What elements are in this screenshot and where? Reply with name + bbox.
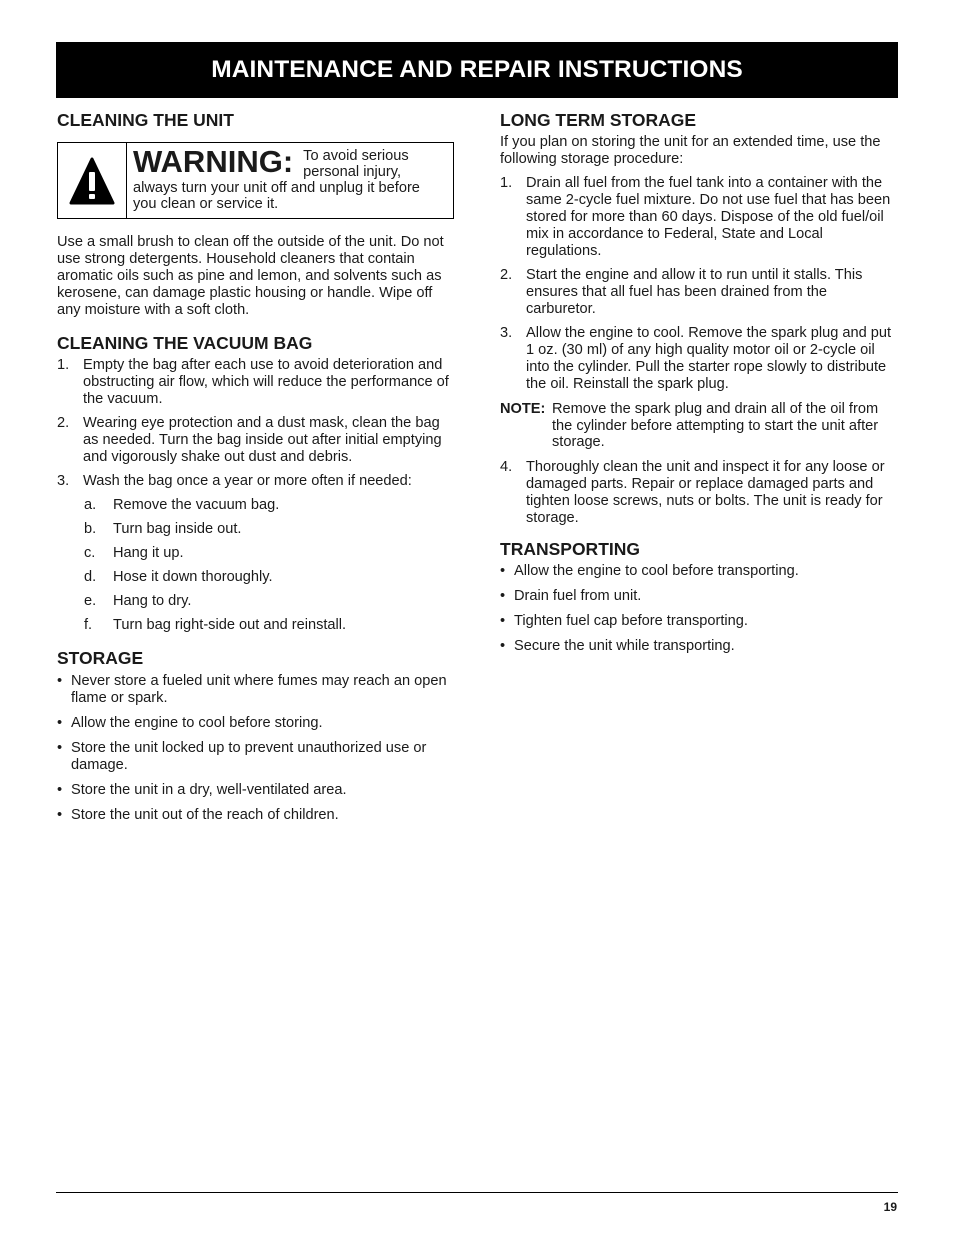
list-item: • Allow the engine to cool before storing. — [57, 715, 323, 731]
list-item: 3. Wash the bag once a year or more often if needed: — [57, 473, 412, 489]
list-item: 3. Allow the engine to cool. Remove the spark plug and put 1 oz. (30 ml) of any high quality motor oil or 2-cycle oil into the cylinder. Pull the starter rope slowly to distribute the oil. Reinstall the spark plug. — [500, 325, 892, 392]
long-term-intro: If you plan on storing the unit for an extended time, use the following storage procedure: — [500, 134, 881, 167]
left-column — [57, 110, 453, 824]
warning-text-cell — [127, 143, 453, 218]
warning-icon-cell — [58, 143, 127, 218]
list-item: 4. Thoroughly clean the unit and inspect it for any loose or damaged parts. Repair or replace damaged parts and tighten loose screws, nuts or bolts. The unit is ready for storage. — [500, 458, 885, 526]
long-term-step-4 — [500, 459, 897, 527]
warning-label: WARNING: — [133, 144, 294, 179]
note-text: Remove the spark plug and drain all of the oil from the cylinder before attempting to start the unit after storage. — [552, 401, 879, 450]
warning-text: To avoid serious personal injury, always turn your unit off and unplug it before you clean or service it. — [133, 148, 420, 212]
list-item: • Store the unit out of the reach of children. — [57, 807, 339, 823]
list-item: f. Turn bag right-side out and reinstall. — [84, 617, 347, 633]
transporting-bullets — [500, 563, 897, 655]
list-item: • Never store a fueled unit where fumes may reach an open flame or spark. — [57, 673, 447, 706]
long-term-heading: LONG TERM STORAGE — [500, 110, 697, 130]
warning-box — [57, 142, 454, 219]
list-item: • Store the unit locked up to prevent unauthorized use or damage. — [57, 740, 427, 773]
vacuum-bag-heading: CLEANING THE VACUUM BAG — [57, 333, 313, 353]
list-item: • Allow the engine to cool before transporting. — [500, 562, 799, 579]
list-item: 2. Start the engine and allow it to run until it stalls. This ensures that all fuel has been drained from the carburetor. — [500, 267, 863, 317]
page-number: 19 — [883, 1200, 897, 1214]
note-label: NOTE: — [500, 401, 546, 417]
list-item: • Store the unit in a dry, well-ventilated area. — [57, 782, 347, 798]
cleaning-unit-heading: CLEANING THE UNIT — [57, 110, 234, 130]
right-column — [500, 110, 897, 655]
header-banner — [56, 42, 898, 98]
list-item: • Tighten fuel cap before transporting. — [500, 612, 748, 629]
cleaning-unit-paragraph: Use a small brush to clean off the outside of the unit. Do not use strong detergents. Household cleaners that contain aromatic oils such as pine and lemon, and solvents such as kerosene, can damage plastic housing or handle. Wipe off any moisture with a soft cloth. — [57, 234, 444, 318]
list-item: e. Hang to dry. — [84, 593, 192, 609]
long-term-steps — [500, 175, 897, 393]
list-item: d. Hose it down thoroughly. — [84, 569, 273, 585]
note-block — [500, 401, 897, 451]
storage-bullets — [57, 673, 453, 824]
vacuum-bag-steps — [57, 357, 453, 490]
list-item: a. Remove the vacuum bag. — [84, 497, 280, 513]
transporting-heading: TRANSPORTING — [500, 538, 640, 559]
storage-heading: STORAGE — [57, 648, 144, 668]
warning-triangle-icon — [69, 156, 115, 206]
list-item: 1. Drain all fuel from the fuel tank into a container with the same 2-cycle fuel mixture. Do not use fuel that has been stored for more than 60 days. Dispose of the old fuel/oil mix in accordance to Federal, State and Local regulations. — [500, 175, 891, 259]
vacuum-bag-substeps — [57, 497, 453, 634]
list-item: • Drain fuel from unit. — [500, 587, 642, 604]
list-item: c. Hang it up. — [84, 545, 184, 561]
footer-divider — [56, 1192, 898, 1193]
list-item: 2. Wearing eye protection and a dust mask, clean the bag as needed. Turn the bag inside out after initial emptying and vigorously shake out dust and debris. — [57, 415, 442, 465]
list-item: 1. Empty the bag after each use to avoid deterioration and obstructing air flow, which will reduce the performance of the vacuum. — [57, 357, 449, 407]
page-title: MAINTENANCE AND REPAIR INSTRUCTIONS — [211, 56, 743, 83]
list-item: • Secure the unit while transporting. — [500, 637, 735, 654]
list-item: b. Turn bag inside out. — [84, 521, 242, 537]
